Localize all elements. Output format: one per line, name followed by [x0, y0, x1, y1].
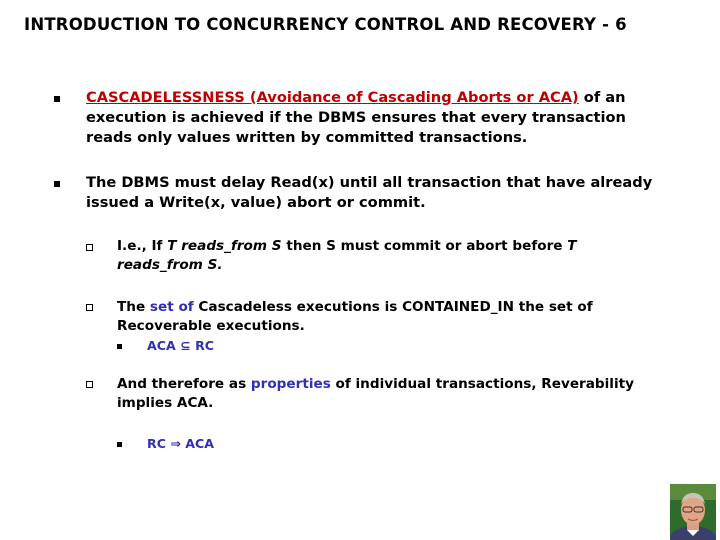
bullet-2-line-1: The DBMS must delay Read(x) until all transaction that have already — [86, 174, 653, 191]
sub-bullet-2-marker — [86, 304, 93, 311]
rc-implies-aca — [147, 435, 214, 452]
s1-part-4: T — [567, 238, 577, 254]
bullet-2-text — [86, 173, 652, 213]
s2-part-3: Cascadeless executions is CONTAINED_IN the set of — [193, 299, 593, 315]
bullet-1-line-2: execution is achieved if the DBMS ensures that every transaction — [86, 109, 626, 126]
presenter-photo-image — [670, 484, 716, 540]
sub-bullet-2-line-1 — [117, 298, 593, 317]
t1-left: ACA — [147, 338, 176, 353]
t2-right: ACA — [185, 436, 215, 451]
bullet-2-marker — [54, 181, 60, 187]
implies-symbol: ⇒ — [170, 436, 181, 451]
sub-bullet-1-text — [117, 237, 577, 275]
sub-bullet-1-marker — [86, 244, 93, 251]
aca-subset-rc — [147, 337, 214, 354]
sub-bullet-1-line-2 — [117, 256, 577, 275]
sub-bullet-3-text — [117, 375, 634, 413]
properties-term: properties — [250, 376, 331, 392]
t2-left: RC — [147, 436, 166, 451]
sub-bullet-2-line-2: Recoverable executions. — [117, 318, 305, 334]
s1-part-5: reads_from S. — [117, 257, 223, 273]
subset-symbol: ⊆ — [180, 338, 191, 353]
s3-part-1: And therefore as — [117, 376, 251, 392]
bullet-1-line-1-rest: of an — [578, 89, 626, 106]
sub-bullet-3-marker — [86, 381, 93, 388]
sub-bullet-3-line-1 — [117, 375, 634, 394]
sub-bullet-1-line-1 — [117, 237, 577, 256]
bullet-2-line-2: issued a Write(x, value) abort or commit. — [86, 194, 426, 211]
cascadelessness-term: CASCADELESSNESS (Avoidance of Cascading Aborts or ACA) — [86, 89, 579, 106]
s1-part-2: T reads_from S — [167, 238, 282, 254]
sub-bullet-3-line-2: implies ACA. — [117, 395, 214, 411]
presenter-photo — [670, 484, 716, 540]
bullet-1-marker — [54, 96, 60, 102]
sub-bullet-2-text — [117, 298, 593, 336]
bullet-1-line-3: reads only values written by committed transactions. — [86, 129, 528, 146]
t1-right: RC — [195, 338, 215, 353]
s1-part-3: then S must commit or abort before — [281, 238, 568, 254]
third-bullet-1-marker — [117, 344, 122, 349]
bullet-1-text — [86, 88, 626, 148]
third-bullet-2-marker — [117, 442, 122, 447]
s3-part-3: of individual transactions, Reverability — [330, 376, 634, 392]
slide-title: INTRODUCTION TO CONCURRENCY CONTROL AND RECOVERY - 6 — [24, 15, 627, 34]
bullet-1-line-1 — [86, 88, 626, 108]
set-of-term: set of — [149, 299, 194, 315]
s2-part-1: The — [117, 299, 150, 315]
s1-part-1: I.e., If — [117, 238, 168, 254]
